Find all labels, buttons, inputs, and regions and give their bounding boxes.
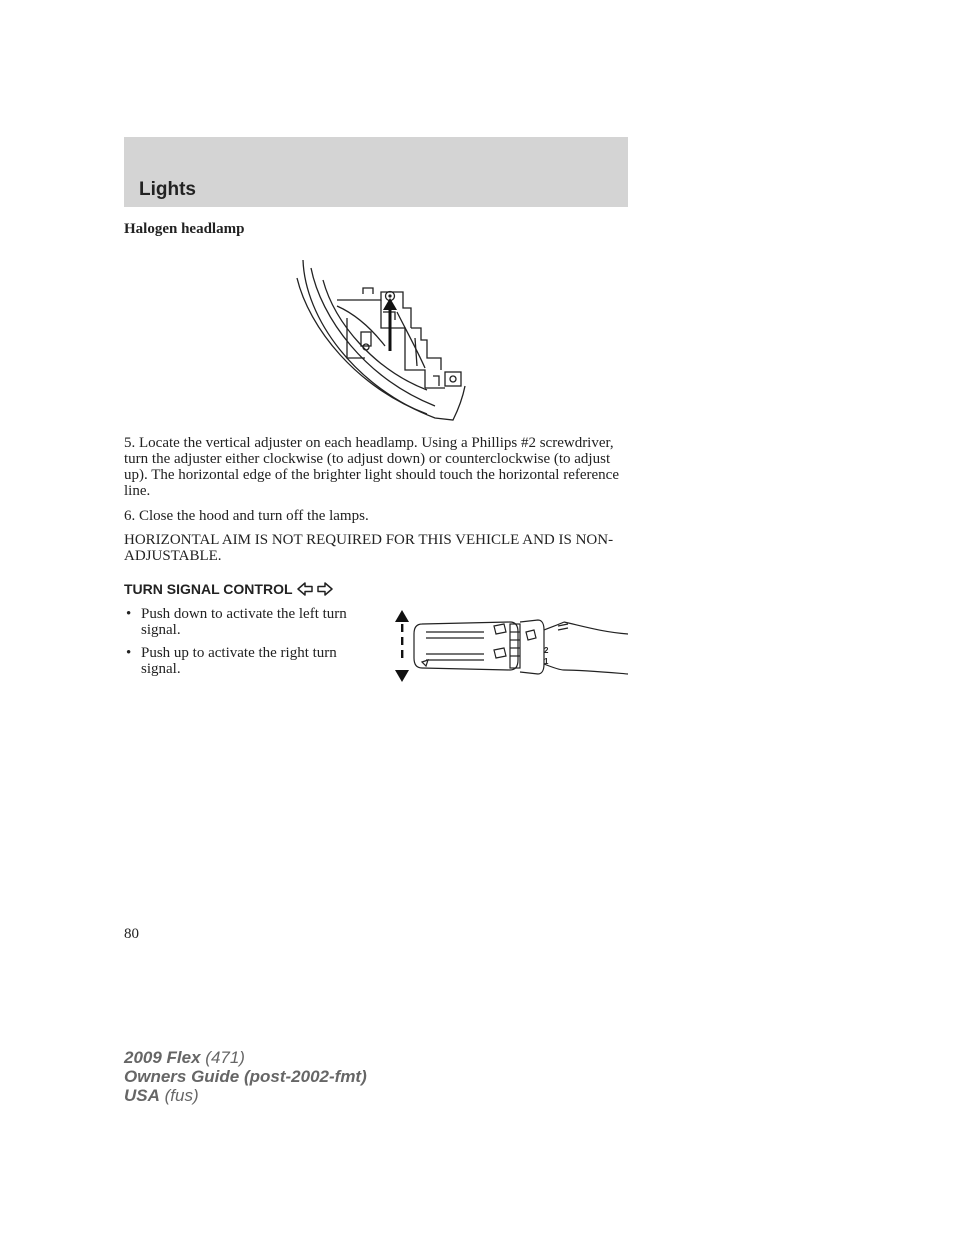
subheading-halogen-headlamp: Halogen headlamp — [124, 221, 245, 237]
turn-signal-bullet-list — [124, 606, 379, 684]
list-item — [124, 606, 379, 638]
bullet-text-left: Push down to activate the left turn signal. — [141, 606, 347, 638]
footer-line-1 — [124, 1048, 367, 1067]
bullet-glyph: • — [126, 645, 132, 661]
footer-line-2 — [124, 1067, 367, 1086]
list-item — [124, 645, 379, 677]
horizontal-aim-note: HORIZONTAL AIM IS NOT REQUIRED FOR THIS VEHICLE AND IS NON-ADJUSTABLE. — [124, 532, 614, 564]
page-title: Lights — [139, 179, 196, 200]
page-number: 80 — [124, 926, 139, 942]
footer-guide: Owners Guide (post-2002-fmt) — [124, 1067, 367, 1086]
bullet-glyph: • — [126, 606, 132, 622]
footer-model-code: (471) — [200, 1048, 245, 1067]
step-6-paragraph: 6. Close the hood and turn off the lamps. — [124, 508, 369, 524]
right-arrow-outline-icon — [317, 581, 333, 597]
footer-model: 2009 Flex — [124, 1048, 201, 1067]
turn-signal-stalk-illustration — [392, 608, 630, 684]
footer-line-3 — [124, 1086, 367, 1105]
headlamp-adjuster-illustration — [295, 258, 467, 422]
wiper-speed-2-label: 2 — [544, 646, 549, 655]
turn-signal-heading-text: TURN SIGNAL CONTROL — [124, 581, 293, 597]
wiper-speed-1-label: 1 — [544, 657, 549, 666]
bullet-text-right: Push up to activate the right turn signal. — [141, 645, 337, 677]
footer-market: USA — [124, 1086, 160, 1105]
step-5-paragraph: 5. Locate the vertical adjuster on each headlamp. Using a Phillips #2 screwdriver, turn the adjuster either clockwise (to adjust down) or counterclockwise (to adjust up). The horizontal edge of the brighter light should touch the horizontal reference line. — [124, 435, 619, 499]
left-arrow-outline-icon — [297, 581, 313, 597]
document-footer — [124, 1048, 367, 1105]
section-header-band — [124, 137, 628, 207]
turn-signal-heading — [124, 581, 333, 597]
footer-market-code: (fus) — [159, 1086, 199, 1105]
